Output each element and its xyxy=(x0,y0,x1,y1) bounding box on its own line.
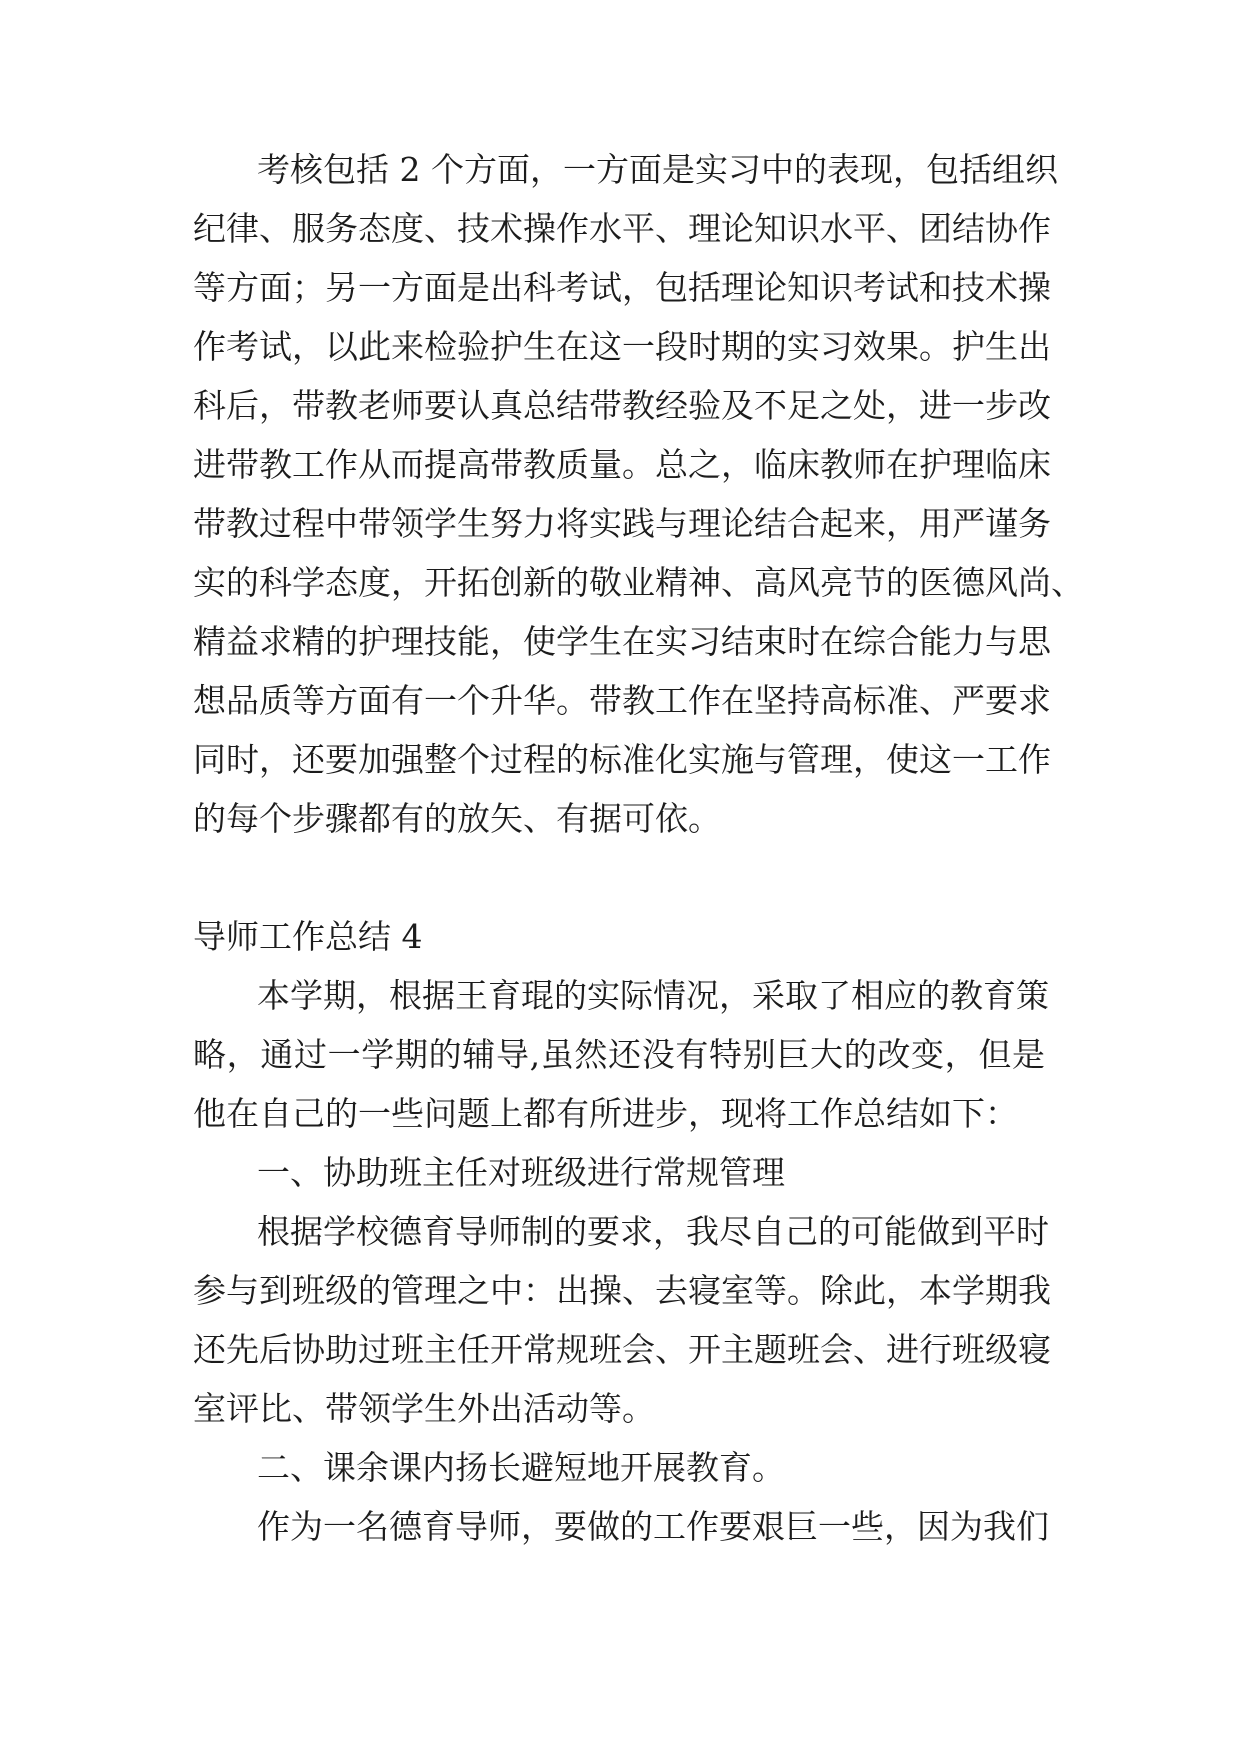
paragraph-3-line-1: 根据学校德育导师制的要求，我尽自己的可能做到平时 xyxy=(257,1212,1049,1251)
paragraph-1-line-6: 进带教工作从而提高带教质量。总之，临床教师在护理临床 xyxy=(193,445,1051,484)
paragraph-1-line-11: 同时，还要加强整个过程的标准化实施与管理，使这一工作 xyxy=(193,740,1051,779)
paragraph-2-line-2: 略，通过一学期的辅导,虽然还没有特别巨大的改变，但是 xyxy=(193,1035,1045,1074)
section-title: 导师工作总结 4 xyxy=(193,917,423,956)
paragraph-1-line-5: 科后，带教老师要认真总结带教经验及不足之处，进一步改 xyxy=(193,386,1051,425)
paragraph-1-line-3: 等方面；另一方面是出科考试，包括理论知识考试和技术操 xyxy=(193,268,1051,307)
paragraph-3-line-4: 室评比、带领学生外出活动等。 xyxy=(193,1389,655,1428)
paragraph-1-line-10: 想品质等方面有一个升华。带教工作在坚持高标准、严要求 xyxy=(193,681,1051,720)
paragraph-1-line-8: 实的科学态度，开拓创新的敬业精神、高风亮节的医德风尚、 xyxy=(193,563,1084,602)
paragraph-1-line-1: 考核包括 2 个方面，一方面是实习中的表现，包括组织 xyxy=(257,150,1058,189)
paragraph-2-line-1: 本学期，根据王育琨的实际情况，采取了相应的教育策 xyxy=(257,976,1049,1015)
paragraph-2-line-3: 他在自己的一些问题上都有所进步，现将工作总结如下： xyxy=(193,1094,1018,1133)
paragraph-1-line-4: 作考试，以此来检验护生在这一段时期的实习效果。护生出 xyxy=(193,327,1051,366)
heading-2: 二、课余课内扬长避短地开展教育。 xyxy=(257,1448,785,1487)
paragraph-3-line-3: 还先后协助过班主任开常规班会、开主题班会、进行班级寝 xyxy=(193,1330,1051,1369)
paragraph-1-line-12: 的每个步骤都有的放矢、有据可依。 xyxy=(193,799,721,838)
paragraph-1-line-9: 精益求精的护理技能，使学生在实习结束时在综合能力与思 xyxy=(193,622,1051,661)
paragraph-1-line-7: 带教过程中带领学生努力将实践与理论结合起来，用严谨务 xyxy=(193,504,1051,543)
paragraph-3-line-2: 参与到班级的管理之中：出操、去寝室等。除此，本学期我 xyxy=(193,1271,1051,1310)
paragraph-1-line-2: 纪律、服务态度、技术操作水平、理论知识水平、团结协作 xyxy=(193,209,1051,248)
heading-1: 一、协助班主任对班级进行常规管理 xyxy=(257,1153,785,1192)
paragraph-4-line-1: 作为一名德育导师，要做的工作要艰巨一些，因为我们 xyxy=(257,1507,1049,1546)
document-page xyxy=(193,0,1084,1754)
